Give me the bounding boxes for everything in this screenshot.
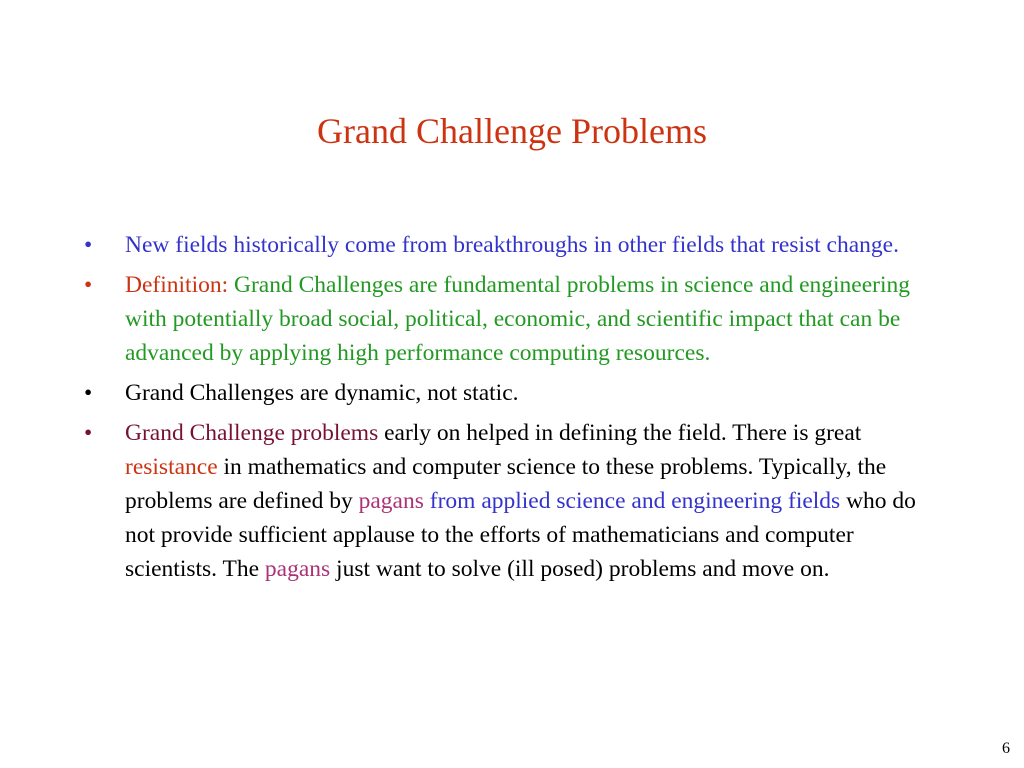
page-number: 6 [1002, 740, 1010, 757]
bullet-text-segment: in mathematics and computer science to these problems. Typically, the problems are defined by [125, 454, 887, 514]
bullet-dot-icon: • [84, 232, 93, 258]
term-resistance: resistance [125, 454, 218, 480]
bullet-text: New fields historically come from breakthroughs in other fields that resist change. [125, 232, 899, 258]
bullet-text-segment: who do not provide sufficient applause to the efforts of mathematicians and computer scientists. The [125, 488, 916, 582]
slide-title: Grand Challenge Problems [317, 111, 707, 151]
term-applied-fields: from applied science and engineering fields [423, 488, 841, 514]
bullet-item-definition [84, 268, 944, 370]
bullet-dot-icon: • [84, 380, 93, 406]
bullet-list [84, 228, 944, 592]
bullet-item-new-fields [84, 228, 944, 262]
term-grand-challenge-problems: Grand Challenge problems [125, 420, 379, 446]
definition-label: Definition: [125, 272, 229, 298]
bullet-text-segment: just want to solve (ill posed) problems and move on. [330, 556, 830, 582]
bullet-item-grand-challenge-problems [84, 416, 944, 586]
bullet-dot-icon: • [84, 420, 93, 446]
term-pagans: pagans [264, 556, 331, 582]
bullet-text: Grand Challenges are dynamic, not static. [125, 380, 519, 406]
term-pagans: pagans [358, 488, 424, 514]
bullet-item-dynamic [84, 376, 944, 410]
definition-text: Grand Challenges are fundamental problems in science and engineering with potentially broad social, political, economic, and scientific impact that can be advanced by applying high performance computing resources. [125, 272, 911, 366]
bullet-dot-icon: • [84, 272, 93, 298]
bullet-text-segment: early on helped in defining the field. There is great [378, 420, 862, 446]
